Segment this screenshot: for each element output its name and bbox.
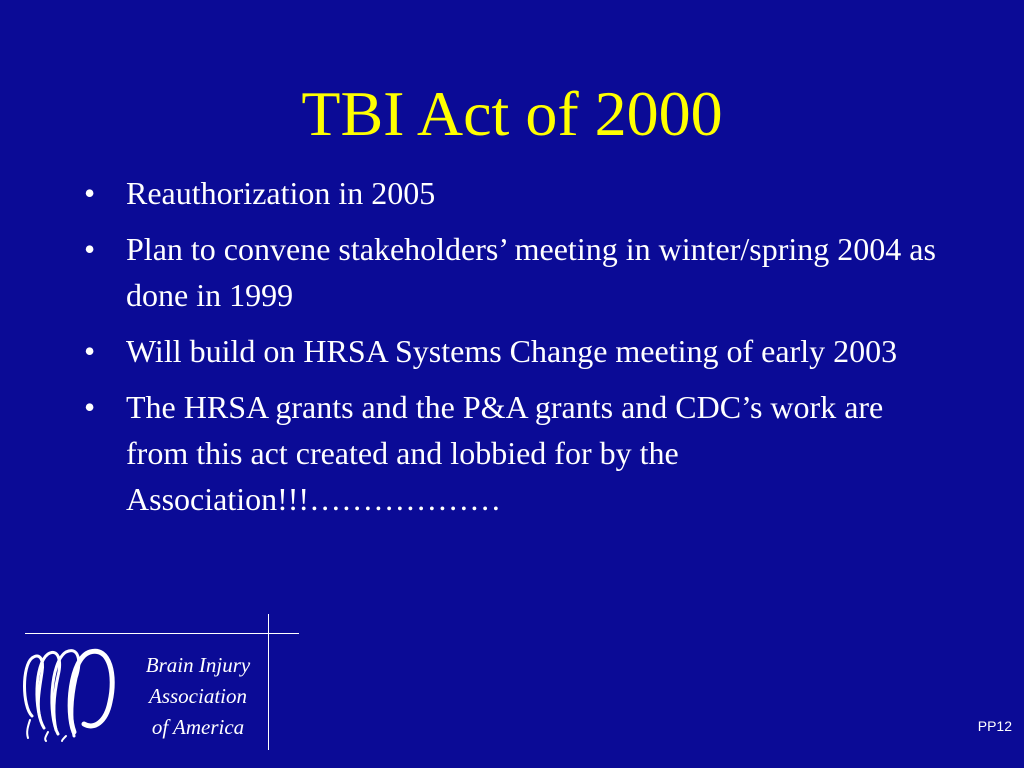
logo-text <box>128 650 268 743</box>
bullet-dot-icon: • <box>84 333 96 369</box>
page-code: PP12 <box>977 718 1012 734</box>
bullet-dot-icon: • <box>84 175 96 211</box>
bullet-item <box>80 328 950 374</box>
slide-title: TBI Act of 2000 <box>301 78 723 149</box>
brain-logo-icon <box>18 646 118 742</box>
logo-divider-vertical <box>268 614 269 750</box>
bullet-text: Will build on HRSA Systems Change meeting of early 2003 <box>126 333 898 369</box>
bullet-item <box>80 170 950 216</box>
bullet-dot-icon: • <box>84 389 96 425</box>
bullet-dot-icon: • <box>84 231 96 267</box>
logo-divider-horizontal <box>25 633 299 634</box>
logo-line-1: Brain Injury <box>145 653 251 677</box>
bullet-text: Plan to convene stakeholders’ meeting in winter/spring 2004 as done in 1999 <box>126 231 936 313</box>
bullet-text: Reauthorization in 2005 <box>126 175 436 211</box>
bullet-text: The HRSA grants and the P&A grants and CDC’s work are from this act created and lobbied for by the Association!!!……………… <box>126 389 884 517</box>
bullet-item <box>80 384 950 522</box>
bullet-item <box>80 226 950 318</box>
logo-line-3: of America <box>151 715 245 739</box>
logo-line-2: Association <box>149 684 247 708</box>
bullet-list <box>80 170 950 532</box>
